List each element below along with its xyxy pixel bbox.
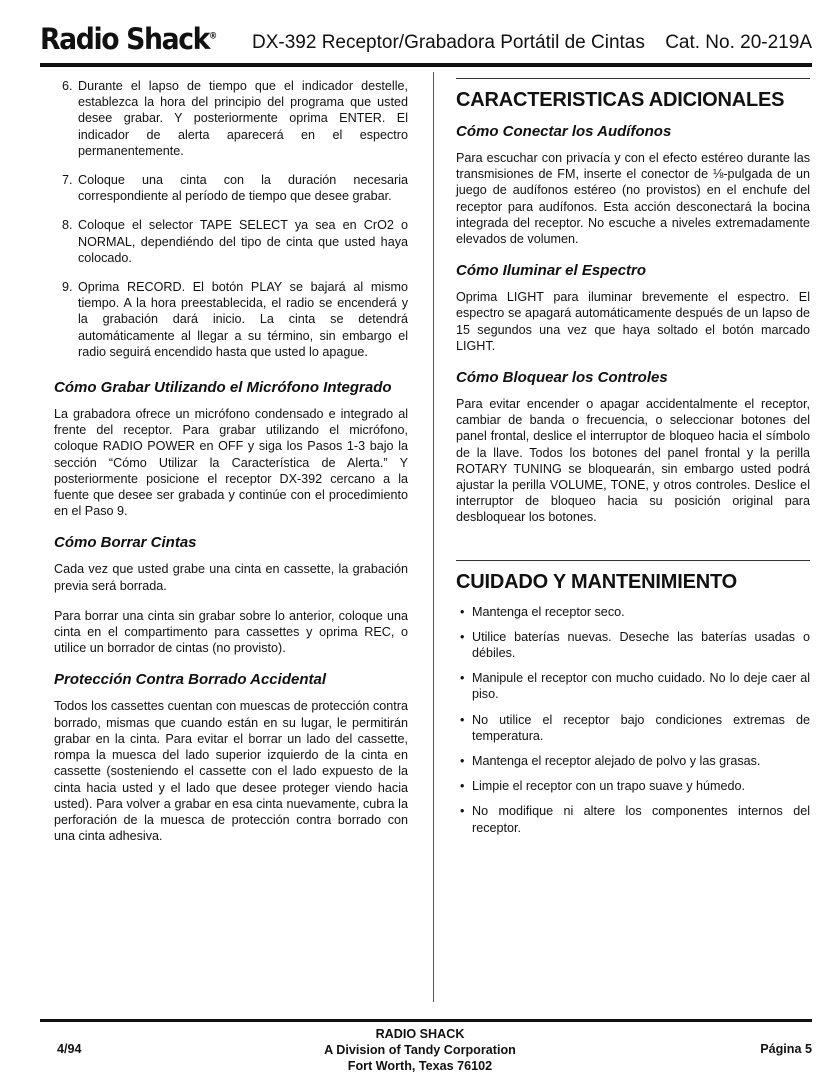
page-number: Página 5 (760, 1042, 812, 1056)
footer-divider (40, 1019, 812, 1022)
list-item: • No modifique ni altere los componentes internos del receptor. (460, 804, 810, 835)
footer-publisher (280, 1026, 560, 1074)
phones-paragraph: Para escuchar con privacía y con el efecto estéreo durante las transmisiones de FM, inserte el conector de ⅛-pulgada de un juego de audífonos estéreo (no provistos) en el enchufe del receptor para audífonos. Esta acción desconectará la bocina integrada del receptor. No escuche a niveles extremadamente elevados de volumen. (456, 151, 810, 247)
publisher-address: Fort Worth, Texas 76102 (347, 1059, 493, 1073)
features-title: CARACTERISTICAS ADICIONALES (456, 89, 785, 111)
publisher-name: RADIO SHACK (375, 1027, 465, 1041)
list-item: • Utilice baterías nuevas. Deseche las baterías usadas o débiles. (460, 629, 810, 661)
step-item: 7. Coloque una cinta con la duración necesaria correspondiente al período de tiempo que desee grabar. (62, 173, 408, 204)
light-paragraph: Oprima LIGHT para iluminar brevemente el espectro. El espectro se apagará automáticamente después de un lapso de 15 segundos una vez que haya soltado el botón marcado LIGHT. (456, 290, 810, 353)
list-item: • Manipule el receptor con mucho cuidado. No lo deje caer al piso. (460, 671, 810, 702)
care-title: CUIDADO Y MANTENIMIENTO (456, 570, 737, 593)
erase-paragraph-2: Para borrar una cinta sin grabar sobre lo anterior, coloque una cinta en el compartimento para cassettes y oprima REC, o utilice un borrador de cintas (no provisto). (54, 608, 408, 656)
footer-date: 4/94 (57, 1042, 82, 1056)
column-divider (433, 72, 434, 1002)
radio-shack-logo: Radio Shack® (40, 22, 216, 56)
mic-paragraph: La grabadora ofrece un micrófono condensado e integrado al frente del receptor. Para grabar utilizando el micrófono, coloque RADIO POWER en OFF y siga los Pasos 1-3 bajo la sección “Cómo Utilizar la Característica de Alerta.” Y posteriormente posicione el receptor DX-392 cercano a la fuente que desee ser grabada y continúe con el procedimiento en el Paso 9. (54, 407, 408, 519)
steps-list (54, 78, 408, 360)
publisher-division: A Division of Tandy Corporation (324, 1043, 516, 1057)
phones-heading: Cómo Conectar los Audífonos (456, 123, 672, 140)
section-rule (456, 78, 810, 79)
document-title: DX-392 Receptor/Grabadora Portátil de Cintas (252, 32, 645, 53)
step-item: 8. Coloque el selector TAPE SELECT ya sea en CrO2 o NORMAL, dependiéndo del tipo de cinta que usted haya colocado. (62, 218, 408, 265)
protect-paragraph: Todos los cassettes cuentan con muescas de protección contra borrado, mismas que cuando están en su lugar, le permitirán grabar en la cinta. Para evitar el borrar un lado del cassette, rompa la muesca del lado superior izquierdo de la cinta en cassette (sosteniendo el cassette con el lado expuesto de la cinta hacia usted y el lado que desee proteger viendo hacia usted). Para volver a grabar en esa cinta nuevamente, cubra la perforación de la muesca de protección contra borrado con una cinta adhesiva. (54, 699, 408, 844)
light-heading: Cómo Iluminar el Espectro (456, 262, 647, 280)
mic-heading: Cómo Grabar Utilizando el Micrófono Integrado (54, 379, 392, 397)
left-column (54, 78, 408, 858)
care-list (456, 604, 810, 836)
page-header (40, 22, 812, 62)
list-item: • Limpie el receptor con un trapo suave y húmedo. (460, 779, 746, 794)
step-item: 9. Oprima RECORD. El botón PLAY se bajará al mismo tiempo. A la hora preestablecida, el radio se encenderá y la grabación dará inicio. La cinta se detendrá automáticamente al llegar a su término, sin embargo el radio seguirá encendido hasta que usted lo apague. (62, 280, 408, 359)
header-divider (40, 63, 812, 67)
lock-heading: Cómo Bloquear los Controles (456, 369, 668, 387)
list-item: • No utilice el receptor bajo condiciones extremas de temperatura. (460, 712, 810, 743)
list-item: • Mantenga el receptor seco. (460, 604, 625, 619)
lock-paragraph: Para evitar encender o apagar accidentalmente el receptor, cambiar de banda o frecuencia, o seleccionar botones del panel frontal, deslice el interruptor de bloqueo hacia el símbolo de la llave. Todos los botones del panel frontal y la perilla ROTARY TUNING se bloquearán, sin embargo usted podrá ajustar la perilla VOLUME, TONE, y otros controles. Deslice el interruptor de bloqueo hacia su posición original para desbloquear los botones. (456, 397, 810, 525)
erase-heading: Cómo Borrar Cintas (54, 534, 197, 552)
right-column (456, 78, 810, 845)
step-item: 6. Durante el lapso de tiempo que el indicador destelle, establezca la hora del principio del programa que usted desee grabar. Y posteriormente oprima ENTER. El indicador de alerta aparecerá en el espectro permanentemente. (62, 79, 408, 158)
protect-heading: Protección Contra Borrado Accidental (54, 671, 326, 689)
section-rule (456, 560, 810, 561)
erase-paragraph-1: Cada vez que usted grabe una cinta en cassette, la grabación previa será borrada. (54, 562, 408, 593)
catalog-number: Cat. No. 20-219A (665, 32, 812, 53)
list-item: • Mantenga el receptor alejado de polvo y las grasas. (460, 754, 761, 769)
